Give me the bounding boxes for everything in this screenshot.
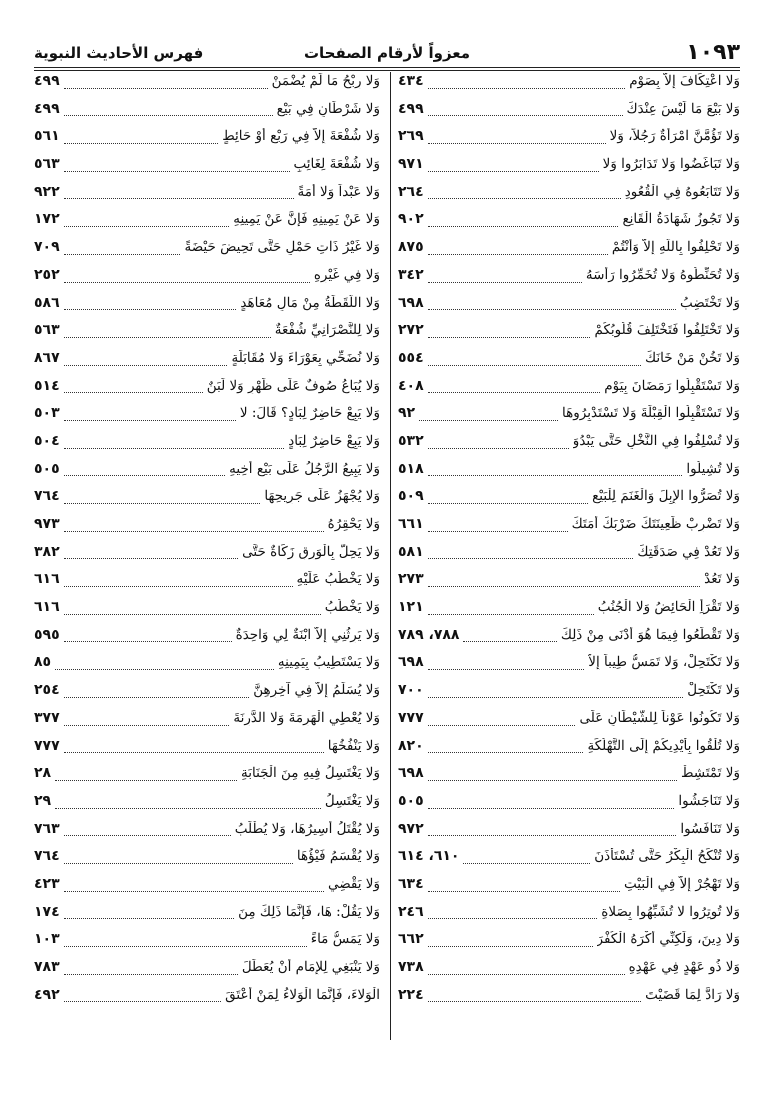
center-title: معزواً لأرقام الصفحات	[303, 44, 471, 62]
page-ref: ٧٨٣	[34, 959, 60, 975]
page-header	[34, 38, 740, 66]
dot-leader	[428, 891, 620, 892]
page-ref: ٦٦٢	[398, 931, 424, 948]
hadith-text: وَلا تَمْتَشِطْ	[680, 765, 740, 782]
page-ref: ٥٠٣	[34, 405, 60, 422]
page-ref: ٢٩	[34, 792, 52, 809]
dot-leader	[64, 309, 237, 310]
hadith-text: وَلا يَنْبَغِي لِلإِمَامِ أَنْ يُعَطِّلَ	[241, 959, 380, 975]
hadith-text: وَلا يَرِثُنِي إِلاَّ ابْنَةٌ لِي وَاحِدَةٌ	[235, 626, 380, 643]
dot-leader	[64, 365, 228, 366]
hadith-text: وَلا يَقُلْ: هَا، فَإِنَّمَا ذَلِكَ مِنَ	[238, 903, 380, 920]
page-ref: ٩٧١	[398, 156, 424, 173]
dot-leader	[428, 780, 677, 781]
dot-leader	[428, 669, 585, 670]
index-entry	[34, 956, 380, 984]
dot-leader	[428, 1001, 641, 1002]
page-ref: ١٠٣	[34, 931, 60, 948]
page-ref: ٤٩٩	[34, 73, 60, 89]
hadith-text: وَلا تَخْتَضِبُ	[679, 294, 740, 311]
index-entry	[34, 292, 380, 320]
index-entry	[34, 430, 380, 458]
dot-leader	[64, 226, 230, 227]
dot-leader	[55, 669, 274, 670]
dot-leader	[64, 863, 293, 864]
index-entry	[34, 541, 380, 569]
dot-leader	[428, 946, 593, 947]
page-ref: ٧٣٨	[398, 959, 424, 975]
hadith-text: وَلا تَؤُمَّنَّ امْرَأَةٌ رَجُلاً، وَلا	[609, 128, 740, 145]
index-entry	[34, 319, 380, 347]
dot-leader	[64, 337, 271, 338]
page-ref: ٦٩٨	[398, 654, 424, 671]
index-entry	[398, 181, 740, 209]
index-entry	[34, 679, 380, 707]
dot-leader	[64, 392, 203, 393]
index-entry	[398, 208, 740, 236]
dot-leader	[428, 808, 675, 809]
dot-leader	[64, 752, 324, 753]
dot-leader	[428, 752, 584, 753]
page-ref: ٢٨	[34, 765, 52, 782]
dot-leader	[428, 918, 598, 919]
page-ref: ٩٧٣	[34, 516, 60, 532]
dot-leader	[428, 198, 621, 199]
index-entry	[34, 790, 380, 818]
index-entry	[398, 624, 740, 652]
index-entry	[398, 236, 740, 264]
index-entry	[398, 956, 740, 984]
page-ref: ٢٥٤	[34, 682, 60, 699]
index-entry	[398, 264, 740, 292]
index-entry	[34, 762, 380, 790]
page-ref: ٧٧٧	[34, 737, 60, 754]
dot-leader	[463, 863, 590, 864]
page-ref: ٤٩٢	[34, 986, 60, 1003]
index-entry	[398, 984, 740, 1012]
hadith-text: وَلا شُفْعَةَ لِغَائِبٍ	[293, 156, 380, 173]
page-ref: ٧٦٣	[34, 820, 60, 837]
index-entry	[398, 735, 740, 763]
index-entry	[34, 513, 380, 541]
index-entry	[398, 153, 740, 181]
hadith-text: وَلا اللُّقَطَةُ مِنْ مَالِ مُعَاهَدٍ	[240, 294, 380, 311]
dot-leader	[64, 143, 219, 144]
hadith-text: وَلا تُوتِرُوا لا تُشَبِّهُوا بِصَلاةِ	[601, 903, 740, 920]
page-ref: ٣٨٢	[34, 543, 60, 560]
page-ref: ٥٣٢	[398, 432, 424, 449]
hadith-text: وَلا يَبِيعُ الرَّجُلُ عَلَى بَيْعِ أَخِيهِ	[229, 460, 380, 477]
dot-leader	[64, 420, 236, 421]
hadith-text: وَلا تَتَابَعُوهُ فِي الْقُعُودِ	[624, 183, 740, 200]
index-entry	[34, 928, 380, 956]
hadith-text: وَلا تَعُدْ	[704, 571, 740, 588]
hadith-text: وَلا يَبِعْ حَاضِرٌ لِبَادٍ	[288, 432, 380, 449]
dot-leader	[428, 531, 568, 532]
page-ref: ٥٦٣	[34, 322, 60, 339]
dot-leader	[64, 531, 324, 532]
dot-leader	[64, 641, 232, 642]
page-ref: ٧٠٠	[398, 682, 424, 699]
right-column	[398, 70, 740, 1011]
page-ref: ٦٣٤	[398, 875, 424, 892]
hadith-text: وَلا تَنَاجَشُوا	[678, 792, 740, 809]
hadith-text: وَلا يُقْتَلُ أَسِيرُهَا، وَلا يُطْلَبُ	[234, 820, 380, 837]
dot-leader	[55, 808, 321, 809]
hadith-text: وَلا تُشِيلُوا	[686, 460, 740, 477]
page-ref: ٦٩٨	[398, 765, 424, 782]
page-ref: ١٢١	[398, 599, 424, 616]
index-entry	[398, 651, 740, 679]
dot-leader	[55, 780, 237, 781]
page-ref: ٦١٦	[34, 599, 60, 616]
hadith-text: وَلا تَجُوزُ شَهَادَةُ الْقَانِعِ	[622, 211, 740, 228]
hadith-text: وَلا تَسْتَقْبِلُوا الْقِبْلَةَ وَلا تَسْتَدْبِرُوهَا	[562, 405, 740, 422]
index-entry	[34, 568, 380, 596]
index-entry	[398, 596, 740, 624]
page-ref: ٤٩٩	[34, 100, 60, 117]
index-entry	[398, 790, 740, 818]
hadith-text: وَلا يَقْضِي	[327, 875, 380, 892]
page-ref: ٦٩٨	[398, 294, 424, 311]
page-ref: ٥٠٥	[34, 460, 60, 477]
hadith-text: وَلا يَنْفُخُهَا	[327, 737, 380, 754]
header-rule	[34, 67, 740, 68]
index-entry	[398, 679, 740, 707]
dot-leader	[64, 171, 290, 172]
index-entry	[34, 181, 380, 209]
dot-leader	[428, 558, 634, 559]
index-entry	[398, 707, 740, 735]
index-entry	[398, 319, 740, 347]
dot-leader	[428, 725, 576, 726]
page-ref: ٦١٠، ٦١٤	[398, 848, 460, 865]
hadith-text: وَلا يَمَسُّ مَاءً	[310, 931, 380, 948]
index-entry	[34, 485, 380, 513]
index-entry	[34, 208, 380, 236]
dot-leader	[64, 946, 307, 947]
page-ref: ٩٧٢	[398, 820, 424, 837]
dot-leader	[428, 226, 619, 227]
page-ref: ٨٦٧	[34, 349, 60, 366]
hadith-text: وَلا لِلنَّصْرَانِيِّ شُفْعَةٌ	[274, 322, 380, 339]
page-ref: ٥٨٦	[34, 294, 60, 311]
hadith-text: وَلا تُنْكَحُ الْبِكْرُ حَتَّى تُسْتَأْذَنَ	[594, 848, 740, 865]
dot-leader	[64, 448, 285, 449]
hadith-text: وَلا يُسَلِّمُ إِلاَّ فِي آخِرِهِنَّ	[253, 682, 380, 699]
hadith-text: وَلا عَبْداً وَلا أَمَةً	[297, 183, 380, 200]
dot-leader	[428, 115, 623, 116]
dot-leader	[428, 697, 684, 698]
page-ref: ٧٠٩	[34, 239, 60, 256]
page-ref: ١٧٤	[34, 903, 60, 920]
dot-leader	[428, 171, 599, 172]
index-entry	[34, 125, 380, 153]
index-entry	[34, 458, 380, 486]
index-entry	[398, 541, 740, 569]
dot-leader	[64, 282, 310, 283]
dot-leader	[428, 475, 683, 476]
index-entry	[34, 153, 380, 181]
dot-leader	[428, 835, 677, 836]
index-entry	[398, 901, 740, 929]
page-ref: ٧٧٧	[398, 709, 424, 726]
index-entry	[398, 513, 740, 541]
page-ref: ٥٦٣	[34, 156, 60, 173]
index-entry	[34, 624, 380, 652]
index-entry	[34, 402, 380, 430]
hadith-text: وَلا شُفْعَةَ إِلاَّ فِي رَبْعٍ أَوْ حَائِطٍ	[222, 128, 380, 145]
hadith-text: وَلا تَهْجُرْ إِلاَّ فِي الْبَيْتِ	[624, 875, 740, 892]
page-ref: ٥٠٩	[398, 488, 424, 505]
page-ref: ٥٠٤	[34, 432, 60, 449]
hadith-text: وَلا رِبْحُ مَا لَمْ يُضْمَنْ	[271, 73, 380, 89]
hadith-text: وَلا عَنْ يَمِينِهِ فَإِنَّ عَنْ يَمِينِهِ	[233, 211, 380, 228]
page-ref: ٢٤٦	[398, 903, 424, 920]
dot-leader	[64, 198, 294, 199]
hadith-text: وَلا تَكْتَحِلْ، وَلا تَمَسُّ طِيباً إِلاَّ	[588, 654, 740, 671]
page-ref: ٣٧٧	[34, 709, 60, 726]
dot-leader	[64, 1001, 221, 1002]
hadith-text: وَلا غَيْرُ ذَاتِ حَمْلٍ حَتَّى تَحِيضَ حَيْضَةً	[184, 239, 380, 256]
index-entry	[398, 125, 740, 153]
index-entry	[34, 651, 380, 679]
dot-leader	[64, 835, 231, 836]
index-entry	[398, 347, 740, 375]
index-entry	[398, 568, 740, 596]
page-ref: ٤٣٤	[398, 73, 424, 89]
page-ref: ٢٦٩	[398, 128, 424, 145]
page-ref: ٣٤٢	[398, 266, 424, 283]
index-entry	[34, 735, 380, 763]
page-ref: ٩٠٢	[398, 211, 424, 228]
index-entry	[34, 707, 380, 735]
hadith-text: وَلا تَبَاغَضُوا وَلا تَدَابَرُوا وَلا	[602, 156, 740, 173]
dot-leader	[428, 254, 608, 255]
hadith-text: وَلا تُسْلِفُوا فِي النَّخْلِ حَتَّى يَبْدُوَ	[572, 432, 740, 449]
index-entry	[398, 845, 740, 873]
hadith-text: وَلا يَخْطُبُ عَلَيْهِ	[296, 571, 380, 588]
hadith-text: وَلا فِي غَيْرِهِ	[313, 266, 380, 283]
hadith-text: وَلا تَكْتَحِلْ	[687, 682, 740, 699]
index-entry	[34, 984, 380, 1012]
dot-leader	[428, 282, 582, 283]
hadith-text: وَلا يُعْطِي الْهَرِمَةَ وَلا الدَّرِنَةَ	[233, 709, 380, 726]
page-ref: ٥١٤	[34, 377, 60, 394]
page-ref: ٥٠٥	[398, 792, 424, 809]
hadith-text: وَلا تَخْتَلِفُوا فَتَخْتَلِفَ قُلُوبُكُمْ	[594, 322, 740, 339]
dot-leader	[428, 614, 594, 615]
index-entry	[398, 762, 740, 790]
hadith-text: وَلا يَسْتَطِيبُ بِيَمِينِهِ	[277, 654, 380, 671]
dot-leader	[64, 614, 321, 615]
page-ref: ٤٢٣	[34, 875, 60, 892]
hadith-text: وَلا يُبَاعُ صُوفٌ عَلَى ظَهْرٍ وَلا لَبَنٌ	[206, 377, 380, 394]
index-entry	[398, 402, 740, 430]
hadith-text: وَلا يُجْهَزُ عَلَى جَرِيحِهَا	[264, 488, 380, 505]
hadith-text: وَلا يَغْتَسِلُ فِيهِ مِنَ الْجَنَابَةِ	[240, 765, 380, 782]
dot-leader	[428, 392, 601, 393]
hadith-text: وَلا يَغْتَسِلُ	[324, 792, 380, 809]
page-ref: ٩٢٢	[34, 183, 60, 200]
hadith-text: وَلا تَحْلِفُوا بِاللَّهِ إِلاَّ وَأَنْتُمْ	[611, 239, 740, 256]
hadith-text: الْوَلاءَ، فَإِنَّمَا الْوَلاءُ لِمَنْ أَعْتَقَ	[225, 986, 380, 1003]
page-ref: ٢٧٢	[398, 322, 424, 339]
index-entry	[398, 375, 740, 403]
hadith-text: وَلا رَادَّ لِمَا قَضَيْتَ	[645, 986, 740, 1003]
index-entry	[34, 596, 380, 624]
index-entry	[34, 264, 380, 292]
page-ref: ٨٥	[34, 654, 52, 671]
page-ref: ٢٧٣	[398, 571, 424, 588]
index-entry	[34, 98, 380, 126]
page-ref: ٦١٦	[34, 571, 60, 588]
hadith-text: وَلا تَكُونُوا عَوْناً لِلشَّيْطَانِ عَلَى	[579, 709, 740, 726]
side-title: فهرس الأحاديث النبوية	[34, 44, 204, 62]
column-divider	[390, 72, 391, 1040]
hadith-text: وَلا تَقْرَأِ الْحَائِضُ وَلا الْجُنُبُ	[597, 599, 740, 616]
hadith-text: وَلا تَنَافَسُوا	[680, 820, 740, 837]
dot-leader	[64, 115, 273, 116]
hadith-text: وَلا تَقْطَعُوا فِيمَا هُوَ أَدْنَى مِنْ ذَلِكَ	[560, 626, 740, 643]
hadith-text: وَلا تَخُنْ مَنْ خَانَكَ	[645, 349, 740, 366]
page-ref: ٦٦١	[398, 516, 424, 532]
index-entry	[398, 430, 740, 458]
dot-leader	[64, 586, 293, 587]
dot-leader	[428, 143, 606, 144]
page-ref: ٧٨٨، ٧٨٩	[398, 626, 460, 643]
dot-leader	[64, 725, 230, 726]
index-entry	[34, 845, 380, 873]
hadith-text: وَلا يَخْطُبُ	[324, 599, 380, 616]
hadith-text: وَلا ذُو عَهْدٍ فِي عَهْدِهِ	[628, 959, 740, 975]
index-entry	[398, 70, 740, 98]
index-entry	[34, 818, 380, 846]
dot-leader	[64, 891, 324, 892]
index-entry	[34, 236, 380, 264]
hadith-text: وَلا تُحَنِّطُوهُ وَلا تُخَمِّرُوا رَأْسَهُ	[585, 266, 740, 283]
hadith-text: وَلا يَبِعْ حَاضِرٌ لِبَادٍ؟ قَالَ: لا	[239, 405, 380, 422]
hadith-text: وَلا تَعُدْ فِي صَدَقَتِكَ	[637, 543, 740, 560]
page-number: ١٠٩٣	[686, 40, 740, 65]
page-ref: ٧٦٤	[34, 488, 60, 505]
index-entry	[398, 873, 740, 901]
dot-leader	[64, 254, 181, 255]
hadith-text: وَلا بَيْعَ مَا لَيْسَ عِنْدَكَ	[626, 100, 740, 117]
index-entry	[398, 928, 740, 956]
dot-leader	[428, 974, 625, 975]
hadith-text: وَلا اعْتِكَافَ إِلاَّ بِصَوْمٍ	[629, 73, 740, 89]
page-ref: ٤٩٩	[398, 100, 424, 117]
hadith-text: وَلا يَحِلُّ بِالْوَرِقِ زَكَاةٌ حَتَّى	[242, 543, 380, 560]
hadith-text: وَلا نُضَحِّي بِعَوْرَاءَ وَلا مُقَابَلَةٍ	[231, 349, 380, 366]
hadith-text: وَلا شَرْطَانِ فِي بَيْعٍ	[276, 100, 380, 117]
index-entry	[34, 901, 380, 929]
dot-leader	[419, 420, 558, 421]
dot-leader	[428, 365, 641, 366]
page-ref: ٥٦١	[34, 128, 60, 145]
dot-leader	[64, 697, 250, 698]
dot-leader	[428, 503, 588, 504]
index-entry	[398, 98, 740, 126]
dot-leader	[428, 88, 626, 89]
page-ref: ٢٥٢	[34, 266, 60, 283]
index-entry	[398, 818, 740, 846]
page-ref: ٢٢٤	[398, 986, 424, 1003]
dot-leader	[463, 641, 556, 642]
dot-leader	[64, 974, 238, 975]
page-ref: ٩٢	[398, 405, 416, 422]
dot-leader	[64, 88, 268, 89]
index-entry	[398, 292, 740, 320]
dot-leader	[64, 503, 261, 504]
index-entry	[398, 485, 740, 513]
dot-leader	[428, 586, 700, 587]
dot-leader	[64, 475, 226, 476]
hadith-text: وَلا تَسْتَقْبِلُوا رَمَضَانَ بِيَوْمٍ	[604, 377, 740, 394]
hadith-text: وَلا تُصَرُّوا الإِبِلَ وَالْغَنَمَ لِلْبَيْعِ	[592, 488, 740, 505]
index-entry	[34, 375, 380, 403]
hadith-text: وَلا تُلْقُوا بِأَيْدِيكُمْ إِلَى التَّهْلُكَةِ	[587, 737, 740, 754]
hadith-text: وَلا يَحْقِرُهُ	[327, 516, 380, 532]
page-ref: ٧٦٤	[34, 848, 60, 865]
index-entry	[398, 458, 740, 486]
hadith-text: وَلا دِينَ، وَلَكِنِّي أَكْرَهُ الْكُفْرَ	[596, 931, 740, 948]
index-entry	[34, 873, 380, 901]
dot-leader	[64, 918, 234, 919]
dot-leader	[64, 558, 239, 559]
page-ref: ٨٧٥	[398, 239, 424, 256]
dot-leader	[428, 337, 591, 338]
page-ref: ٥٨١	[398, 543, 424, 560]
page-ref: ٥٥٤	[398, 349, 424, 366]
page-ref: ٨٢٠	[398, 737, 424, 754]
dot-leader	[428, 448, 569, 449]
page-ref: ٤٠٨	[398, 377, 424, 394]
index-entry	[34, 347, 380, 375]
hadith-text: وَلا يُقْسَمُ فَيْؤُهَا	[296, 848, 380, 865]
page-ref: ٥٩٥	[34, 626, 60, 643]
index-entry	[34, 70, 380, 98]
left-column	[34, 70, 380, 1011]
dot-leader	[428, 309, 676, 310]
hadith-text: وَلا تَضْرِبْ ظَعِينَتَكَ ضَرْبَكَ أَمَتَكَ	[571, 516, 740, 532]
page-ref: ٥١٨	[398, 460, 424, 477]
page-ref: ١٧٢	[34, 211, 60, 228]
page-ref: ٢٦٤	[398, 183, 424, 200]
